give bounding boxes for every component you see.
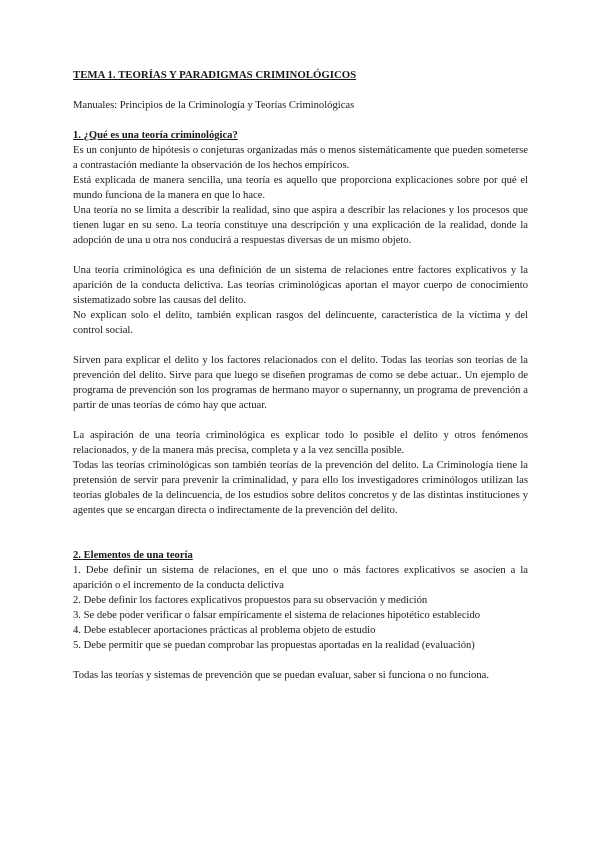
elements-list [73, 563, 528, 653]
list-item: 4. Debe establecer aportaciones prácticas al problema objeto de estudio [73, 625, 376, 636]
list-item: 1. Debe definir un sistema de relaciones, en el que uno o más factores explicativos se asocien a la aparición o el incremento de la conducta delictiva [73, 565, 528, 591]
paragraph: No explican solo el delito, también explican rasgos del delincuente, característica de la víctima y del control social. [73, 310, 528, 336]
paragraph: Sirven para explicar el delito y los factores relacionados con el delito. Todas las teorías son teorías de la prevención del delito. Sirve para que luego se diseñen programas de como se debe actuar.. Un ejemplo de programa de prevención son los programas de hermano mayor o supernanny, un programa de prevención a partir de unas teorías de cómo hay que actuar. [73, 355, 528, 411]
document-page [73, 68, 528, 683]
list-item: 5. Debe permitir que se puedan comprobar las propuestas aportadas en la realidad (evaluación) [73, 640, 475, 651]
paragraph: Una teoría no se limita a describir la realidad, sino que aspira a describir las relaciones y los procesos que tienen lugar en su seno. La teoría constituye una descripción y una explicación de la realidad, donde la adopción de una u otra nos conducirá a respuestas diversas de un mismo objeto. [73, 205, 528, 246]
list-item: 2. Debe definir los factores explicativos propuestos para su observación y medición [73, 595, 428, 606]
paragraph: Una teoría criminológica es una definición de un sistema de relaciones entre factores explicativos y la aparición de la conducta delictiva. Las teorías criminológicas aportan el mayor cuerpo de conocimiento sistematizado sobre las causas del delito. [73, 265, 528, 306]
manuales-line: Manuales: Principios de la Criminología y Teorías Criminológicas [73, 100, 355, 111]
paragraph: Todas las teorías criminológicas son también teorías de la prevención del delito. La Criminología tiene la pretensión de servir para prevenir la criminalidad, y para ello los investigadores criminólogos utilizan las teorías globales de la delincuencia, de los estudios sobre delitos concretos y de las distintas instituciones y agentes que se encargan directa o indirectamente de la prevención del delito. [73, 460, 528, 516]
paragraph: Es un conjunto de hipótesis o conjeturas organizadas más o menos sistemáticamente que pueden someterse a contrastación mediante la observación de los hechos empíricos. [73, 145, 528, 171]
paragraph: Está explicada de manera sencilla, una teoría es aquello que proporciona explicaciones sobre por qué el mundo funciona de la manera en que lo hace. [73, 175, 528, 201]
document-title: TEMA 1. TEORÍAS Y PARADIGMAS CRIMINOLÓGICOS [73, 69, 357, 81]
section-1-heading: 1. ¿Qué es una teoría criminológica? [73, 130, 238, 141]
list-item: 3. Se debe poder verificar o falsar empíricamente el sistema de relaciones hipotético establecido [73, 610, 481, 621]
closing-paragraph: Todas las teorías y sistemas de prevención que se puedan evaluar, saber si funciona o no funciona. [73, 670, 489, 681]
paragraph: La aspiración de una teoría criminológica es explicar todo lo posible el delito y otros fenómenos relacionados, y de la manera más precisa, completa y a la vez sencilla posible. [73, 430, 528, 456]
section-2-heading: 2. Elementos de una teoría [73, 550, 193, 561]
